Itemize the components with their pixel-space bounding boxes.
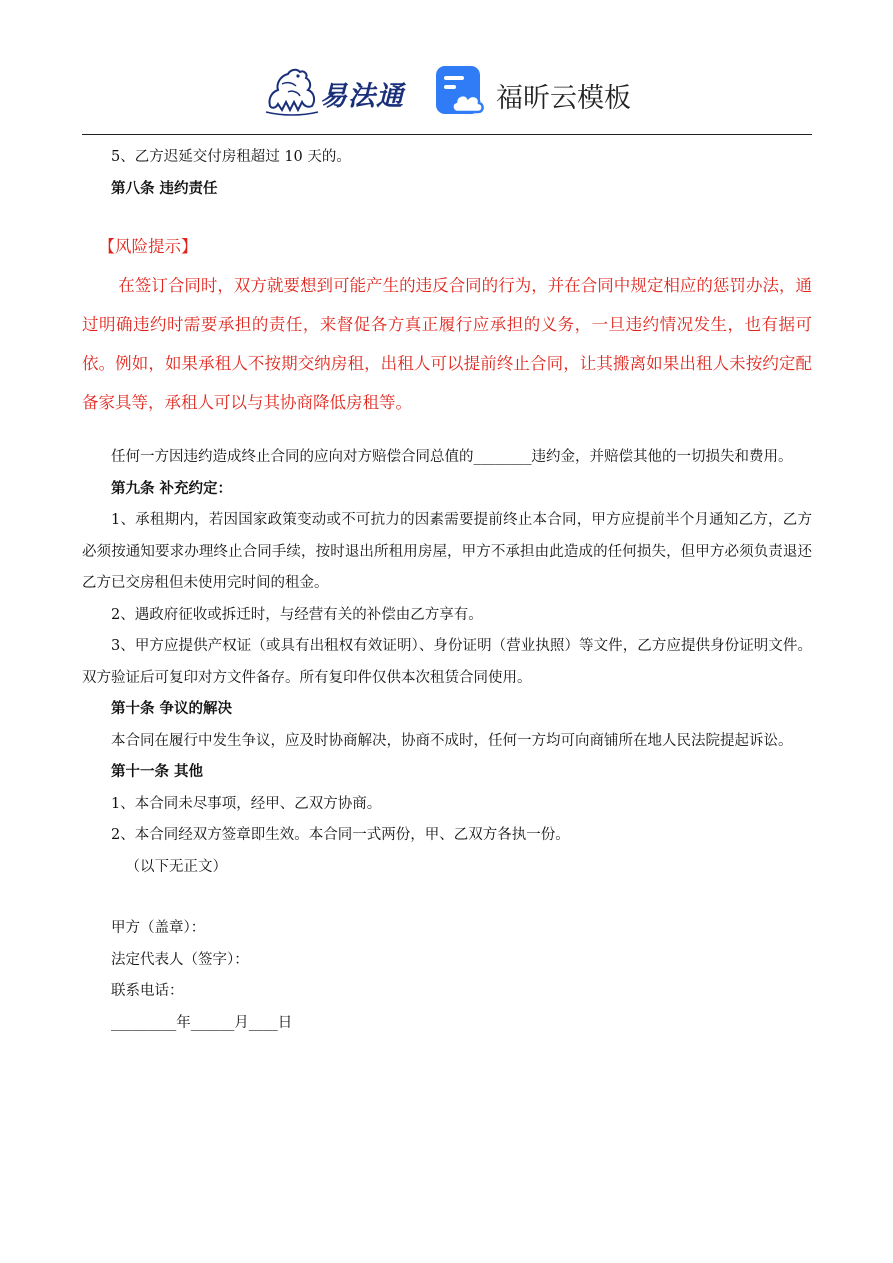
page-header <box>0 58 893 122</box>
foxit-template-logo-text: 福昕云模板 <box>496 83 631 114</box>
article-11-title: 第十一条 其他 <box>111 764 204 780</box>
foxit-template-logo <box>434 64 644 120</box>
article-11-item-2: 2、本合同经双方签章即生效。本合同一式两份，甲、乙双方各执一份。 <box>111 827 570 843</box>
risk-tip-body: 在签订合同时，双方就要想到可能产生的违反合同的行为，并在合同中规定相应的惩罚办法，通过明确违约时需要承担的责任，来督促各方真正履行应承担的义务，一旦违约情况发生，也有据可依。例如，如果承租人不按期交纳房租，出租人可以提前终止合同，让其搬离如果出租人未按约定配备家具等，承租人可以与其协商降低房租等。 <box>82 276 812 412</box>
article-8-body: 任何一方因违约造成终止合同的应向对方赔偿合同总值的________违约金，并赔偿其他的一切损失和费用。 <box>111 449 793 465</box>
article-9-item-1: 1、承租期内，若因国家政策变动或不可抗力的因素需要提前终止本合同，甲方应提前半个月通知乙方，乙方必须按通知要求办理终止合同手续，按时退出所租用房屋，甲方不承担由此造成的任何损失，但甲方必须负责退还乙方已交房租但未使用完时间的租金。 <box>82 512 812 591</box>
article-10-title: 第十条 争议的解决 <box>111 701 233 717</box>
document-body <box>82 142 812 1039</box>
item-5-text: 5、乙方迟延交付房租超过 10 天的。 <box>111 149 351 165</box>
article-9-item-2: 2、遇政府征收或拆迁时，与经营有关的补偿由乙方享有。 <box>111 606 483 623</box>
signature-phone: 联系电话： <box>111 983 184 999</box>
article-11-item-1: 1、本合同未尽事项，经甲、乙双方协商。 <box>111 795 382 812</box>
signature-date: _________年______月____日 <box>111 1014 293 1031</box>
header-divider <box>82 134 812 135</box>
article-9-title: 第九条 补充约定： <box>111 480 233 497</box>
article-8-title: 第八条 违约责任 <box>111 180 218 197</box>
qilin-icon <box>262 62 322 118</box>
article-9-item-3: 3、甲方应提供产权证（或具有出租权有效证明）、身份证明（营业执照）等文件，乙方应提供身份证明文件。双方验证后可复印对方文件备存。所有复印件仅供本次租赁合同使用。 <box>82 638 812 686</box>
yifatong-logo-text: 易法通 <box>320 81 404 112</box>
signature-party-a: 甲方（盖章）： <box>111 920 206 936</box>
yifatong-logo <box>262 62 412 118</box>
risk-tip-title: 【风险提示】 <box>98 237 198 256</box>
risk-tip-box <box>82 227 812 422</box>
no-more-text: （以下无正文） <box>125 858 227 875</box>
signature-legal-representative: 法定代表人（签字）： <box>111 951 249 968</box>
article-10-body: 本合同在履行中发生争议，应及时协商解决，协商不成时，任何一方均可向商铺所在地人民法院提起诉讼。 <box>111 732 793 749</box>
cloud-document-icon <box>434 64 488 118</box>
